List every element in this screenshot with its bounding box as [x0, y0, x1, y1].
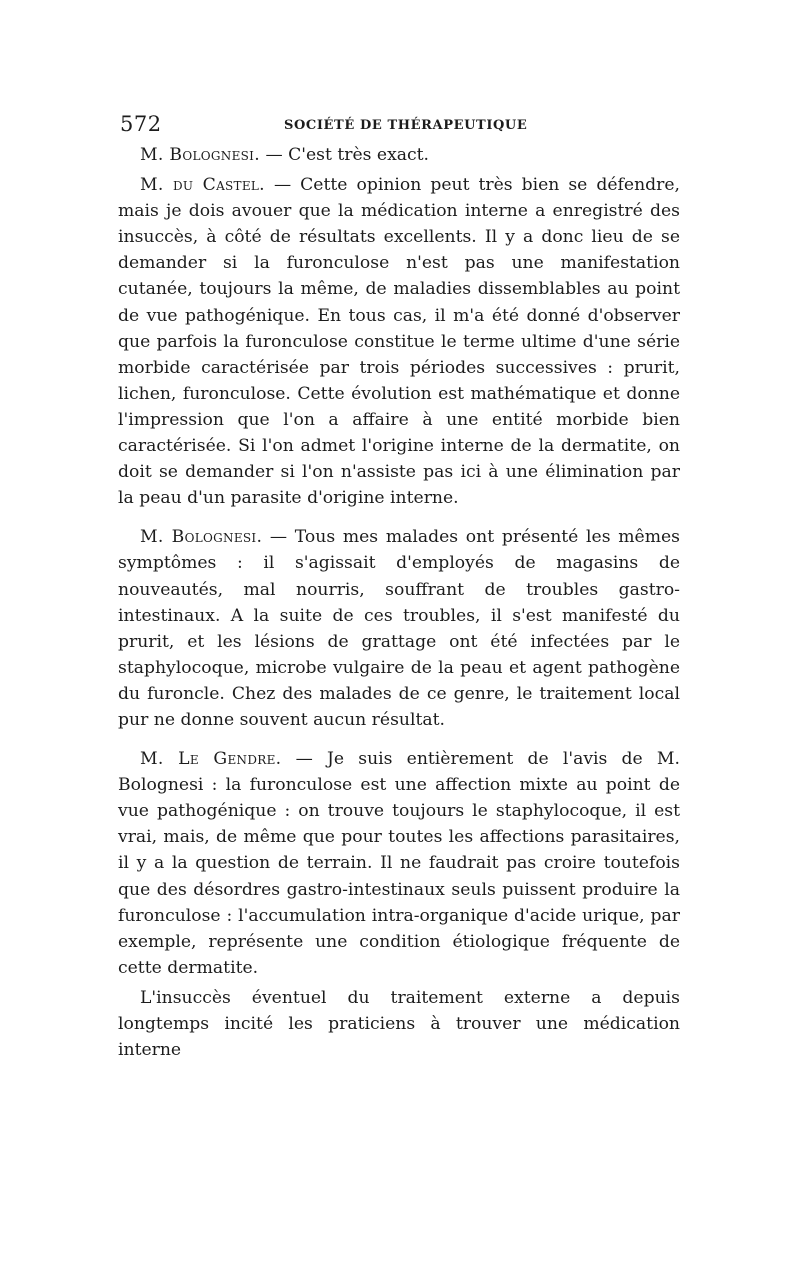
running-title: SOCIÉTÉ DE THÉRAPEUTIQUE	[284, 118, 528, 133]
book-page	[118, 108, 680, 1063]
running-head	[118, 108, 680, 142]
paragraph	[118, 985, 680, 1063]
paragraph	[118, 142, 680, 168]
speaker-name: M. Bolognesi.	[140, 527, 263, 548]
paragraph-text: — Tous mes malades ont présenté les mêmes symptômes : il s'agissait d'employés de magasins de nouveautés, mal nourris, souffrant de troubles gastro-intestinaux. A la suite de ces troubles, il s'est manifesté du prurit, et les lésions de grattage ont été infectées par le staphylocoque, microbe vulgaire de la peau et agent pathogène du furoncle. Chez des malades de ce genre, le traitement local pur ne donne souvent aucun résultat.	[118, 527, 680, 730]
paragraph-text: L'insuccès éventuel du traitement externe a depuis longtemps incité les praticiens à trouver une médication interne	[118, 987, 680, 1061]
paragraph-text: — Cette opinion peut très bien se défendre, mais je dois avouer que la médication interne a enregistré des insuccès, à côté de résultats excellents. Il y a donc lieu de se demander si la furonculose n'est pas une manifestation cutanée, toujours la même, de maladies dissemblables au point de vue pathogénique. En tous cas, il m'a été donné d'observer que parfois la furonculose constitue le terme ultime d'une série morbide caractérisée par trois périodes successives : prurit, lichen, furonculose. Cette évolution est mathématique et donne l'impression que l'on a affaire à une entité morbide bien caractérisée. Si l'on admet l'origine interne de la dermatite, on doit se demander si l'on n'assiste pas ici à une élimination par la peau d'un parasite d'origine interne.	[118, 175, 680, 509]
speaker-name: M. Bolognesi.	[140, 145, 260, 165]
page-number: 572	[120, 112, 162, 136]
paragraph	[118, 172, 680, 511]
paragraph-text: — C'est très exact.	[259, 145, 430, 165]
speaker-name: M. Le Gendre.	[140, 749, 282, 770]
paragraph	[118, 524, 680, 733]
paragraph	[118, 746, 680, 981]
speaker-name: M. du Castel.	[140, 175, 265, 196]
paragraph-text: — Je suis entièrement de l'avis de M. Bolognesi : la furonculose est une affection mixte au point de vue pathogénique : on trouve toujours le staphylocoque, il est vrai, mais, de même que pour toutes les affections parasitaires, il y a la question de terrain. Il ne faudrait pas croire toutefois que des désordres gastro-intestinaux seuls puissent produire la furonculose : l'accumulation intra-organique d'acide urique, par exemple, représente une condition étiologique fréquente de cette dermatite.	[118, 749, 680, 978]
